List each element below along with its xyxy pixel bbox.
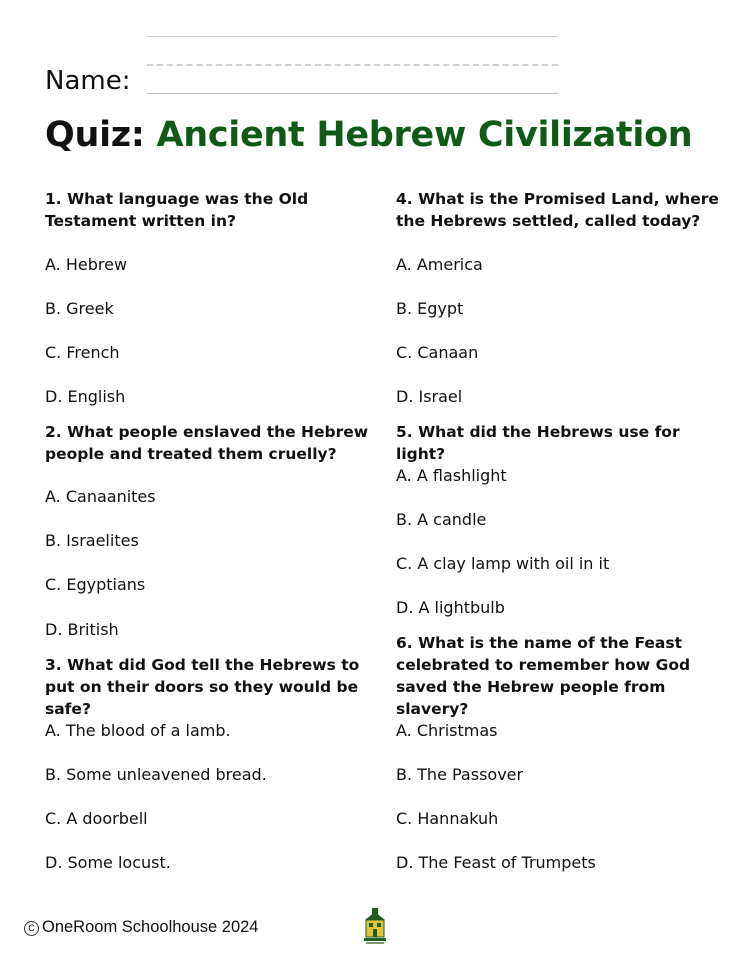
q3-option-c[interactable]: C. A doorbell: [45, 809, 148, 828]
q1-option-d[interactable]: D. English: [45, 387, 126, 406]
q4-option-b[interactable]: B. Egypt: [396, 299, 464, 318]
question-1: 1. What language was the Old Testament written in?: [45, 190, 309, 230]
title-topic: Ancient Hebrew Civilization: [156, 115, 693, 155]
question-5: 5. What did the Hebrews use for light?: [396, 423, 680, 463]
footer-copyright: [24, 916, 258, 938]
q4-option-d[interactable]: D. Israel: [396, 387, 463, 406]
q2-option-d[interactable]: D. British: [45, 620, 119, 639]
name-line-top: [147, 36, 558, 37]
q5-option-d[interactable]: D. A lightbulb: [396, 598, 505, 617]
page-title: [45, 112, 692, 158]
q5-option-c[interactable]: C. A clay lamp with oil in it: [396, 554, 610, 573]
q4-option-c[interactable]: C. Canaan: [396, 343, 479, 362]
name-line-bottom[interactable]: [147, 93, 558, 94]
name-line-dashed: [147, 64, 558, 66]
question-4: 4. What is the Promised Land, where the Hebrews settled, called today?: [396, 190, 719, 230]
q6-option-d[interactable]: D. The Feast of Trumpets: [396, 853, 596, 872]
name-label: Name:: [45, 66, 131, 96]
footer-text: OneRoom Schoolhouse 2024: [42, 918, 259, 936]
schoolhouse-logo-icon: [362, 908, 388, 946]
q4-option-a[interactable]: A. America: [396, 255, 483, 274]
question-6: 6. What is the name of the Feast celebrated to remember how God saved the Hebrew people from slavery?: [396, 634, 691, 718]
q2-option-c[interactable]: C. Egyptians: [45, 575, 146, 594]
q3-option-a[interactable]: A. The blood of a lamb.: [45, 721, 231, 740]
question-3: 3. What did God tell the Hebrews to put on their doors so they would be safe?: [45, 656, 360, 718]
q1-option-a[interactable]: A. Hebrew: [45, 255, 128, 274]
q1-option-c[interactable]: C. French: [45, 343, 120, 362]
q6-option-a[interactable]: A. Christmas: [396, 721, 498, 740]
q6-option-c[interactable]: C. Hannakuh: [396, 809, 499, 828]
q2-option-a[interactable]: A. Canaanites: [45, 487, 156, 506]
q5-option-a[interactable]: A. A flashlight: [396, 466, 507, 485]
q2-option-b[interactable]: B. Israelites: [45, 531, 139, 550]
q5-option-b[interactable]: B. A candle: [396, 510, 487, 529]
question-2: 2. What people enslaved the Hebrew people and treated them cruelly?: [45, 423, 369, 463]
q6-option-b[interactable]: B. The Passover: [396, 765, 524, 784]
q3-option-b[interactable]: B. Some unleavened bread.: [45, 765, 267, 784]
copyright-icon: C: [24, 921, 39, 936]
q1-option-b[interactable]: B. Greek: [45, 299, 114, 318]
title-prefix: Quiz:: [45, 115, 145, 155]
q3-option-d[interactable]: D. Some locust.: [45, 853, 171, 872]
